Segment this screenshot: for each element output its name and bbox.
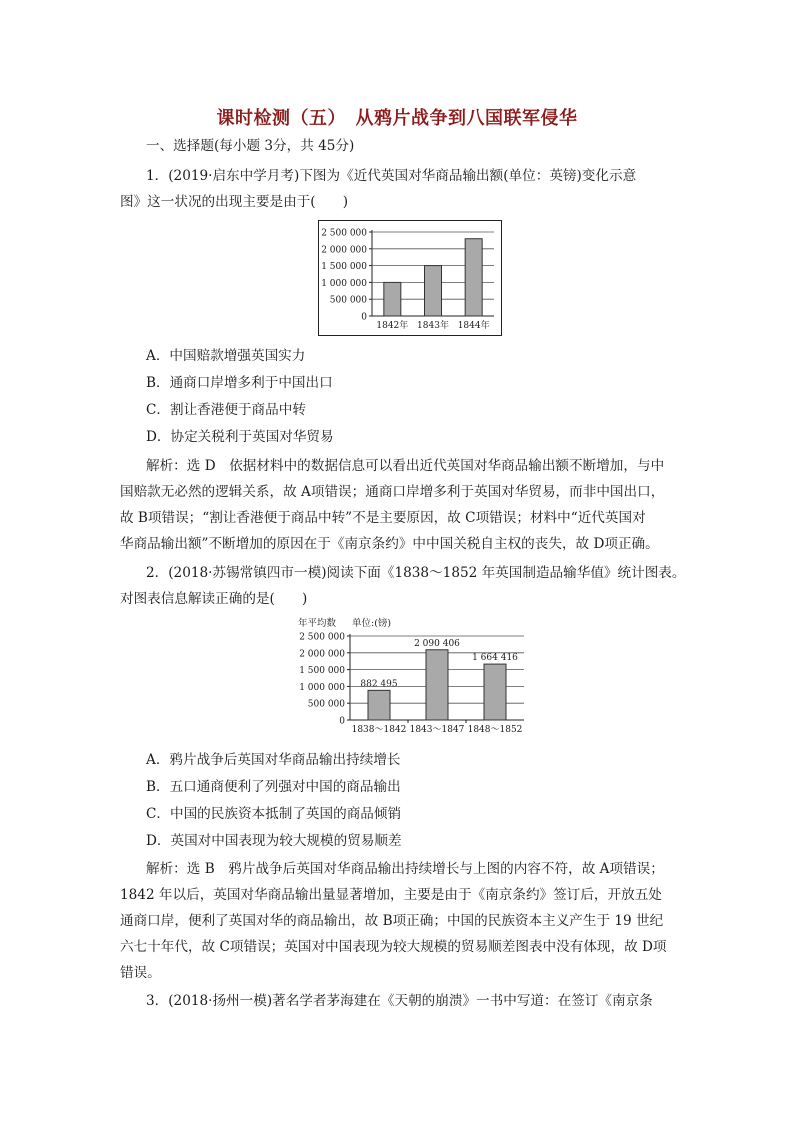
bar [384,282,401,316]
q2-analysis-line-3: 通商口岸，便利了英国对华的商品输出，故 B项正确；中国的民族资本主义产生于 19 世纪 [120,913,664,929]
bar [484,664,506,720]
q1-analysis-line-4: 华商品输出额”不断增加的原因在于《南京条约》中中国关税自主权的丧失，故 D项正确。 [120,536,659,552]
y-tick-label: 2 500 000 [321,228,367,239]
data-label: 1 664 416 [472,653,518,664]
section-heading: 一、选择题(每小题 3分，共 45分) [146,138,355,154]
y-tick-label: 1 000 000 [299,682,345,693]
q2-option-b: B．五口通商便利了列强对中国的商品输出 [146,779,401,795]
x-tick-label: 1838～1842 [351,725,407,735]
bar [368,690,390,720]
x-tick-label: 1848～1852 [467,725,523,735]
y-tick-label: 0 [361,312,367,323]
x-tick-label: 1842年 [376,321,409,331]
data-label: 2 090 406 [414,638,460,649]
bar [465,239,482,316]
x-tick-label: 1844年 [457,321,490,331]
q1-bar-chart [318,220,502,336]
bar [425,266,442,316]
y-tick-label: 1 500 000 [299,666,345,677]
q2-analysis-line-2: 1842 年以后，英国对华商品输出量显著增加，主要是由于《南京条约》签订后，开放五处 [120,887,662,903]
q1-option-a: A．中国赔款增强英国实力 [146,348,306,364]
page-title: 课时检测（五） 从鸦片战争到八国联军侵华 [216,108,578,129]
q2-analysis-line-4: 六七十年代，故 C项错误；英国对中国表现为较大规模的贸易顺差图表中没有体现，故 D项 [120,939,667,955]
q2-bar-chart [294,616,530,740]
q1-stem-line-1: 1．(2019·启东中学月考)下图为《近代英国对华商品输出额(单位：英镑)变化示意 [146,168,637,184]
q2-stem-line-2: 对图表信息解读正确的是( ) [120,591,308,607]
x-tick-label: 1843～1847 [409,725,465,735]
q1-analysis-line-3: 故 B项错误；“割让香港便于商品中转”不是主要原因，故 C项错误；材料中“近代英国对 [120,510,646,526]
q2-option-a: A．鸦片战争后英国对华商品输出持续增长 [146,752,401,768]
q2-analysis-line-1: 解析：选 B 鸦片战争后英国对华商品输出持续增长与上图的内容不符，故 A项错误； [146,861,664,877]
q3-stem-line-1: 3．(2018·扬州一模)著名学者茅海建在《天朝的崩溃》一书中写道：在签订《南京条 [146,993,653,1009]
data-label: 882 495 [360,679,398,690]
y-tick-label: 1 000 000 [321,278,367,289]
q1-analysis-line-2: 国赔款无必然的逻辑关系，故 A项错误；通商口岸增多利于英国对华贸易，而非中国出口， [120,484,665,500]
chart-header-left: 年平均数 [298,618,337,629]
x-tick-label: 1843年 [417,321,449,331]
q2-analysis-line-5: 错误。 [120,965,161,981]
y-tick-label: 500 000 [307,699,345,710]
q1-option-d: D．协定关税利于英国对华贸易 [146,429,334,445]
q2-option-d: D．英国对中国表现为较大规模的贸易顺差 [146,833,402,849]
q2-stem-line-1: 2．(2018·苏锡常镇四市一模)阅读下面《1838～1852 年英国制造品输华值》统计图表。 [146,565,686,581]
q1-option-c: C．割让香港便于商品中转 [146,402,306,418]
q1-analysis-line-1: 解析：选 D 依据材料中的数据信息可以看出近代英国对华商品输出额不断增加，与中 [146,458,665,474]
chart-header-unit: 单位:(镑) [352,618,392,629]
q2-option-c: C．中国的民族资本抵制了英国的商品倾销 [146,806,402,822]
y-tick-label: 2 000 000 [299,649,345,660]
q1-stem-line-2: 图》这一状况的出现主要是由于( ) [120,194,349,210]
y-tick-label: 500 000 [329,295,367,306]
y-tick-label: 2 500 000 [299,632,345,643]
bar [426,650,448,720]
q1-option-b: B．通商口岸增多利于中国出口 [146,375,333,391]
y-tick-label: 1 500 000 [321,262,367,273]
y-tick-label: 2 000 000 [321,245,367,256]
y-tick-label: 0 [339,716,345,727]
